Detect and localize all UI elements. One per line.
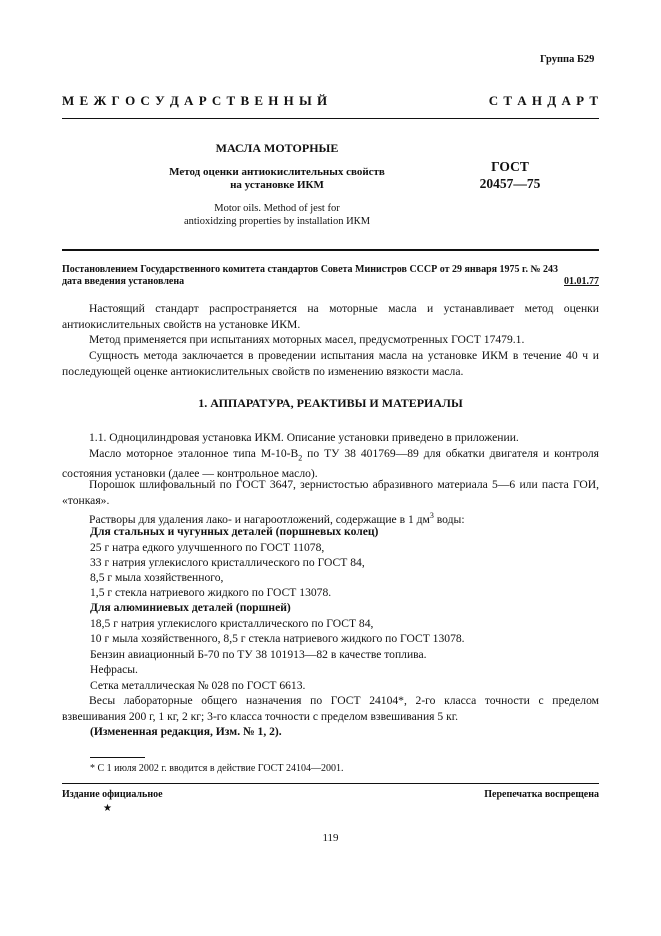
gost-designation (460, 158, 560, 192)
effective-date-label: дата введения установлена (62, 276, 185, 287)
intro-scope: Настоящий стандарт распространяется на моторные масла и устанавливает метод оценки антиокислительных свойств на установке ИКМ. (62, 302, 599, 331)
fuel-item: Бензин авиационный Б-70 по ТУ 38 101913—82 в качестве топлива. (90, 648, 427, 661)
decree-text: Постановлением Государственного комитета стандартов Совета Министров СССР от 29 января 1975 г. № 243 (62, 264, 559, 275)
header-divider (62, 118, 599, 119)
clause-1-1: 1.1. Одноцилиндровая установка ИКМ. Описание установки приведено в приложении. (89, 431, 519, 444)
steel-item: 25 г натра едкого улучшенного по ГОСТ 11078, (90, 541, 325, 554)
effective-date: 01.01.77 (564, 276, 599, 287)
intro-essence: Сущность метода заключается в проведении испытания масла на установке ИКМ в течение 40 ч и последующей оценке антиокислительных свойств по изменению вязкости масла. (62, 349, 599, 378)
abrasive-powder: Порошок шлифовальный по ГОСТ 3647, зернистостью абразивного материала 5—6 или паста ГОИ, «тонкая». (62, 478, 599, 507)
reprint-prohibited: Перепечатка воспрещена (484, 789, 599, 800)
nefras-item: Нефрасы. (90, 663, 138, 676)
cleaning-solutions-text-b: воды: (433, 512, 465, 526)
steel-item: 33 г натрия углекислого кристаллического по ГОСТ 84, (90, 556, 365, 569)
standard-banner (62, 93, 599, 109)
footer-divider (62, 783, 599, 784)
intro-application: Метод применяется при испытаниях моторных масел, предусмотренных ГОСТ 17479.1. (89, 333, 525, 346)
document-title: МАСЛА МОТОРНЫЕ (215, 141, 339, 155)
banner-word-interstate: М Е Ж Г О С У Д А Р С Т В Е Н Н Ы Й (62, 93, 329, 108)
cleaning-solutions-text-a: Растворы для удаления лако- и нагароотложений, содержащие в 1 дм (89, 512, 430, 526)
steel-item: 1,5 г стекла натриевого жидкого по ГОСТ 13078. (90, 586, 332, 599)
cleaning-solutions-superscript: 3 (429, 511, 434, 520)
page-number: 119 (322, 832, 339, 844)
official-edition: Издание официальное (62, 789, 163, 800)
mesh-item: Сетка металлическая № 028 по ГОСТ 6613. (90, 679, 306, 692)
method-title-line2: на установке ИКМ (230, 179, 324, 191)
steel-item: 8,5 г мыла хозяйственного, (90, 571, 224, 584)
gost-number: 20457—75 (479, 176, 541, 191)
scales-item: Весы лабораторные общего назначения по ГОСТ 24104*, 2-го класса точности с пределом взвешивания 200 г, 1 кг, 2 кг; 3-го класса точности с пределом взвешивания 5 кг. (62, 694, 599, 723)
group-code: Группа Б29 (540, 54, 595, 65)
aluminum-item: 18,5 г натрия углекислого кристаллического по ГОСТ 84, (90, 617, 374, 630)
banner-word-standard: С Т А Н Д А Р Т (488, 93, 599, 108)
star-icon: ★ (103, 803, 112, 814)
reference-oil-text-b: по ТУ 38 401769—89 для обкатки двигателя и контроля состояния установки (далее — контрольное масло). (62, 447, 599, 480)
footnote-divider (90, 757, 145, 758)
footnote: * С 1 июля 2002 г. вводится в действие ГОСТ 24104—2001. (90, 763, 344, 774)
decree-block (62, 264, 599, 288)
gost-label: ГОСТ (491, 159, 529, 174)
method-title (62, 166, 492, 192)
aluminum-item: 10 г мыла хозяйственного, 8,5 г стекла натриевого жидкого по ГОСТ 13078. (90, 632, 465, 645)
english-title-line2: antioxidzing properties by installation ИКМ (183, 216, 371, 227)
reference-oil-subscript: 2 (298, 453, 303, 463)
steel-parts-heading: Для стальных и чугунных деталей (поршневых колец) (90, 525, 379, 538)
english-title (62, 202, 492, 228)
aluminum-parts-heading: Для алюминиевых деталей (поршней) (90, 601, 291, 614)
section-heading: 1. АППАРАТУРА, РЕАКТИВЫ И МАТЕРИАЛЫ (198, 396, 463, 410)
title-divider (62, 249, 599, 251)
reference-oil-text-a: Масло моторное эталонное типа М-10-В (89, 447, 299, 460)
english-title-line1: Motor oils. Method of jest for (214, 203, 340, 214)
method-title-line1: Метод оценки антиокислительных свойств (169, 166, 385, 178)
amendment-note: (Измененная редакция, Изм. № 1, 2). (90, 725, 282, 738)
